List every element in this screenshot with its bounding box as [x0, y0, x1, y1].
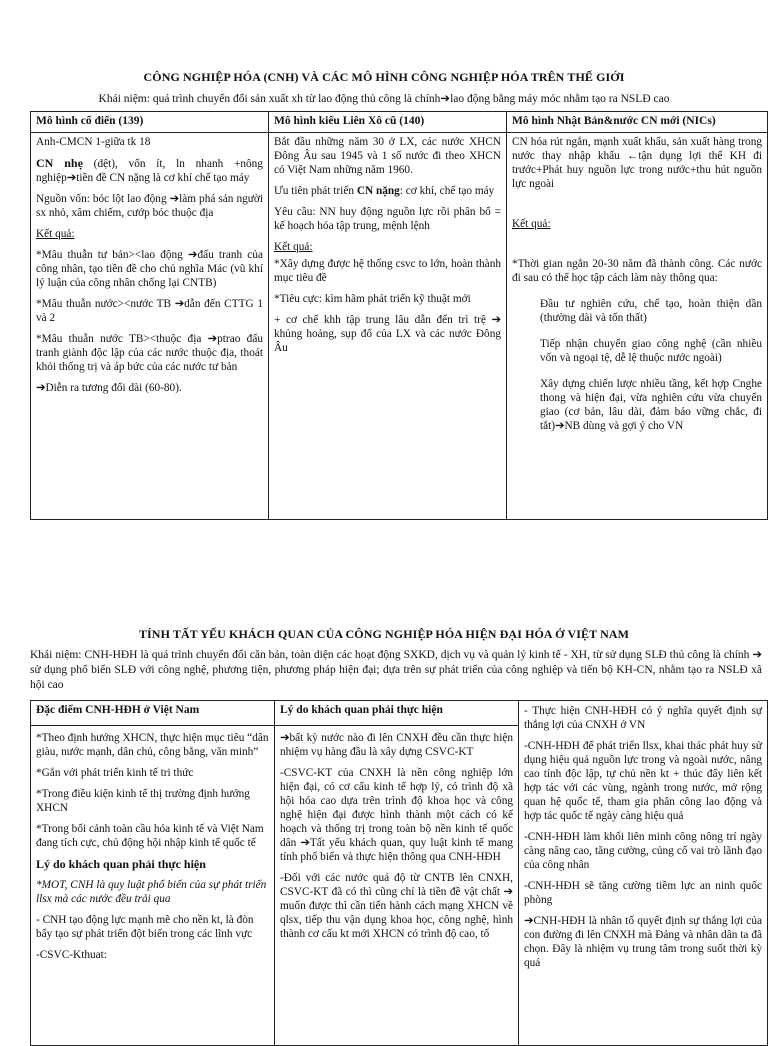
classic-p2	[36, 156, 263, 185]
classic-p1: Anh-CMCN 1-giữa tk 18	[36, 136, 151, 148]
vn-c3-p1: - Thực hiện CNH-HĐH có ý nghĩa quyết định sự thắng lợi của CNXH ở VN	[524, 705, 762, 731]
soviet-p5: *Tiêu cực: kìm hãm phát triển kỹ thuật mới	[274, 293, 471, 305]
vn-features-cell	[31, 726, 275, 1046]
section1-title: CÔNG NGHIỆP HÓA (CNH) VÀ CÁC MÔ HÌNH CÔNG NGHIỆP HÓA TRÊN THẾ GIỚI	[143, 70, 625, 84]
japan-p1: CN hóa rút ngắn, mạnh xuất khẩu, sản xuất hàng trong nước thay nhập khẩu ←tận dụng lợi thế KH đi trước+Phát huy nguồn lực trong nước+thu hút nguồn lực ngoài	[512, 136, 762, 190]
section2-concept: Khái niệm: CNH-HĐH là quá trình chuyển đổi căn bản, toàn diện các hoạt động SXKD, dịch vụ và quản lý kinh tế - XH, từ sử dụng SLĐ thủ công là chính ➔ sử dụng phổ biến SLĐ với công nghệ, phương tiện, phương pháp hiện đại; dựa trên sự phát triển của công nghiệp và tiến bộ KH-CN, nhằm tạo ra NSLĐ xã hội cao	[30, 649, 762, 691]
vn-c1-p7: -CSVC-Kthuat:	[36, 949, 107, 961]
soviet-p1: Bắt đầu những năm 30 ở LX, các nước XHCN Đông Âu sau 1945 và 1 số nước đi theo XHCN có Việt Nam những năm 1960.	[274, 136, 501, 176]
vn-c1-p4: *Trong bối cảnh toàn cầu hóa kinh tế và Việt Nam đang tích cực, chủ động hội nhập kinh tế quốc tế	[36, 823, 264, 849]
classic-model-cell	[31, 133, 269, 520]
soviet-p2	[274, 184, 501, 198]
vn-features-header: Đặc điểm CNH-HĐH ở Việt Nam	[31, 701, 275, 726]
soviet-p2-a: Ưu tiên phát triển	[274, 185, 357, 197]
japan-p3: Đầu tư nghiên cứu, chế tạo, hoàn thiện dần (thường dài và tốn thất)	[540, 298, 762, 324]
classic-model-header: Mô hình cổ điển (139)	[31, 112, 269, 133]
vn-c3-p4: -CNH-HĐH sẽ tăng cường tiềm lực an ninh quốc phòng	[524, 880, 762, 906]
vn-c1-subheader: Lý do khách quan phải thực hiện	[36, 857, 206, 871]
vn-c3-p2: -CNH-HĐH để phát triển llsx, khai thác phát huy sử dụng hiệu quả nguồn lực trong và ngoài nước, nâng cao tính độc lập, tự chủ nền kt + thúc đẩy liên kết hợp tác với các vùng, ngành trong nước, mở rộng quan hệ quốc tế, tham gia phân công lao động và hợp tác quốc tế ngày càng hiệu quả	[524, 740, 762, 822]
vn-reasons-cell	[275, 726, 519, 1046]
vn-c1-p3: *Trong điều kiện kinh tế thị trường định hướng XHCN	[36, 788, 250, 814]
japan-model-header: Mô hình Nhật Bản&nước CN mới (NICs)	[507, 112, 768, 133]
classic-result-label: Kết quả:	[36, 228, 75, 240]
vn-c1-p6: - CNH tạo động lực mạnh mẽ cho nền kt, là đòn bẩy tạo sự phát triển đột biến trong các lĩnh vực	[36, 914, 254, 940]
vn-c2-p2: -CSVC-KT của CNXH là nền công nghiệp lớn hiện đại, có cơ cấu kinh tế hợp lý, có trình độ xã hội hóa cao dựa trên trình độ khoa học và công nghệ hiện đại được hình thành một cách có kế hoạch và thống trị trong toàn bộ nền kinh tế quốc dân ➔Tất yếu khách quan, quy luật kinh tế mang tính phổ biến và thực hiện thông qua CNH-HĐH	[280, 767, 513, 863]
vn-c2-p3: -Đối với các nước quá độ từ CNTB lên CNXH, CSVC-KT đã có thì cũng chỉ là tiền đề vật chất ➔ muốn được thì cần tiến hành cách mạng XHCN về qlsx, tiếp thu vận dụng khoa học, công nghệ, hình thành cơ cấu kt mới XHCN có trình độ cao, tổ	[280, 872, 513, 940]
japan-p2: *Thời gian ngắn 20-30 năm đã thành công. Các nước đi sau có thể học tập cách làm này thông qua:	[512, 258, 762, 284]
soviet-p3: Yêu cầu: NN huy động nguồn lực rồi phân bổ = kế hoạch hóa tập trung, mệnh lệnh	[274, 206, 501, 232]
classic-p6: *Mâu thuẫn nước TB><thuộc địa ➔ptrao đấu tranh giành độc lập của các nước thuộc địa, thoát khỏi thống trị và áp bức của các nước tư bản	[36, 333, 263, 373]
vn-c2-p1: ➔bất kỳ nước nào đi lên CNXH đều cần thực hiện nhiệm vụ hàng đầu là xây dựng CSVC-KT	[280, 732, 513, 758]
soviet-result-label: Kết quả:	[274, 241, 313, 253]
classic-p7: ➔Diễn ra tương đối dài (60-80).	[36, 382, 182, 394]
vn-c1-p5: *MOT, CNH là quy luật phổ biến của sự phát triển llsx mà các nước đều trải qua	[36, 879, 267, 905]
japan-p4: Tiếp nhận chuyển giao công nghệ (cần nhiều vốn và ngoại tệ, dễ lệ thuộc nước ngoài)	[540, 338, 762, 364]
vn-c1-p2: *Gắn với phát triển kinh tế tri thức	[36, 767, 194, 779]
soviet-model-header: Mô hình kiểu Liên Xô cũ (140)	[269, 112, 507, 133]
vn-reasons-header: Lý do khách quan phải thực hiện	[275, 701, 519, 726]
section1-concept: Khái niệm: quá trình chuyển đổi sản xuất xh từ lao động thủ công là chính➔lao động bằng máy móc nhằm tạo ra NSLĐ cao	[98, 93, 670, 105]
soviet-p2-rest: : cơ khí, chế tạo máy	[399, 185, 495, 197]
classic-p2-rest: (dệt), vốn ít, ln nhanh +nông nghiệp➔tiền đề CN nặng là cơ khí chế tạo máy	[36, 158, 263, 184]
models-table	[30, 111, 768, 520]
classic-p4: *Mâu thuẫn tư bản><lao động ➔đấu tranh của công nhân, tạo tiền đề cho chủ nghĩa Mác (vũ khí lý luận của công nhân chống lại CNTB)	[36, 249, 263, 289]
soviet-p2-bold: CN nặng	[356, 185, 400, 197]
soviet-p4: *Xây dựng được hệ thống csvc to lớn, hoàn thành mục tiêu đề	[274, 258, 501, 284]
japan-result-label: Kết quả:	[512, 218, 551, 230]
vn-significance-cell	[519, 701, 768, 1046]
japan-model-cell	[507, 133, 768, 520]
classic-p5: *Mâu thuẫn nước><nước TB ➔dẫn đến CTTG 1 và 2	[36, 298, 263, 324]
classic-p2-bold: CN nhẹ	[36, 156, 83, 170]
soviet-p6: + cơ chế khh tập trung lâu dẫn đến trì trệ ➔ khủng hoảng, sụp đổ của LX và các nước Đông Âu	[274, 314, 501, 354]
vn-c3-p5: ➔CNH-HĐH là nhân tố quyết định sự thắng lợi của con đường đi lên CNXH mà Đảng và nhân dân ta đã chọn. Đây là nhiệm vụ trung tâm trong suốt thời kỳ quá	[524, 915, 762, 969]
vn-c1-p1: *Theo định hướng XHCN, thực hiện mục tiêu “dân giàu, nước mạnh, dân chủ, công bằng, văn minh”	[36, 732, 269, 758]
vn-c3-p3: -CNH-HĐH làm khối liên minh công nông trí ngày càng nâng cao, tăng cường, củng cố vai trò lãnh đạo của công nhân	[524, 831, 762, 871]
soviet-model-cell	[269, 133, 507, 520]
models-table-header-row	[31, 112, 768, 133]
vietnam-table-header-row	[31, 701, 768, 726]
classic-p3: Nguồn vốn: bóc lột lao động ➔làm phá sản người sx nhỏ, xâm chiếm, cướp bóc thuộc địa	[36, 193, 263, 219]
section2-title: TÍNH TẤT YẾU KHÁCH QUAN CỦA CÔNG NGHIỆP HÓA HIỆN ĐẠI HÓA Ở VIỆT NAM	[138, 627, 630, 641]
models-table-body-row	[31, 133, 768, 520]
japan-p5: Xây dựng chiến lược nhiều tầng, kết hợp Cnghe thong và hiện đại, vừa nghiên cứu vừa chuyển giao (cơ bản, lâu dài, đảm bảo vững chắc, đi tắt)➔NB dùng và gợi ý cho VN	[540, 378, 762, 432]
vietnam-table	[30, 700, 768, 1046]
